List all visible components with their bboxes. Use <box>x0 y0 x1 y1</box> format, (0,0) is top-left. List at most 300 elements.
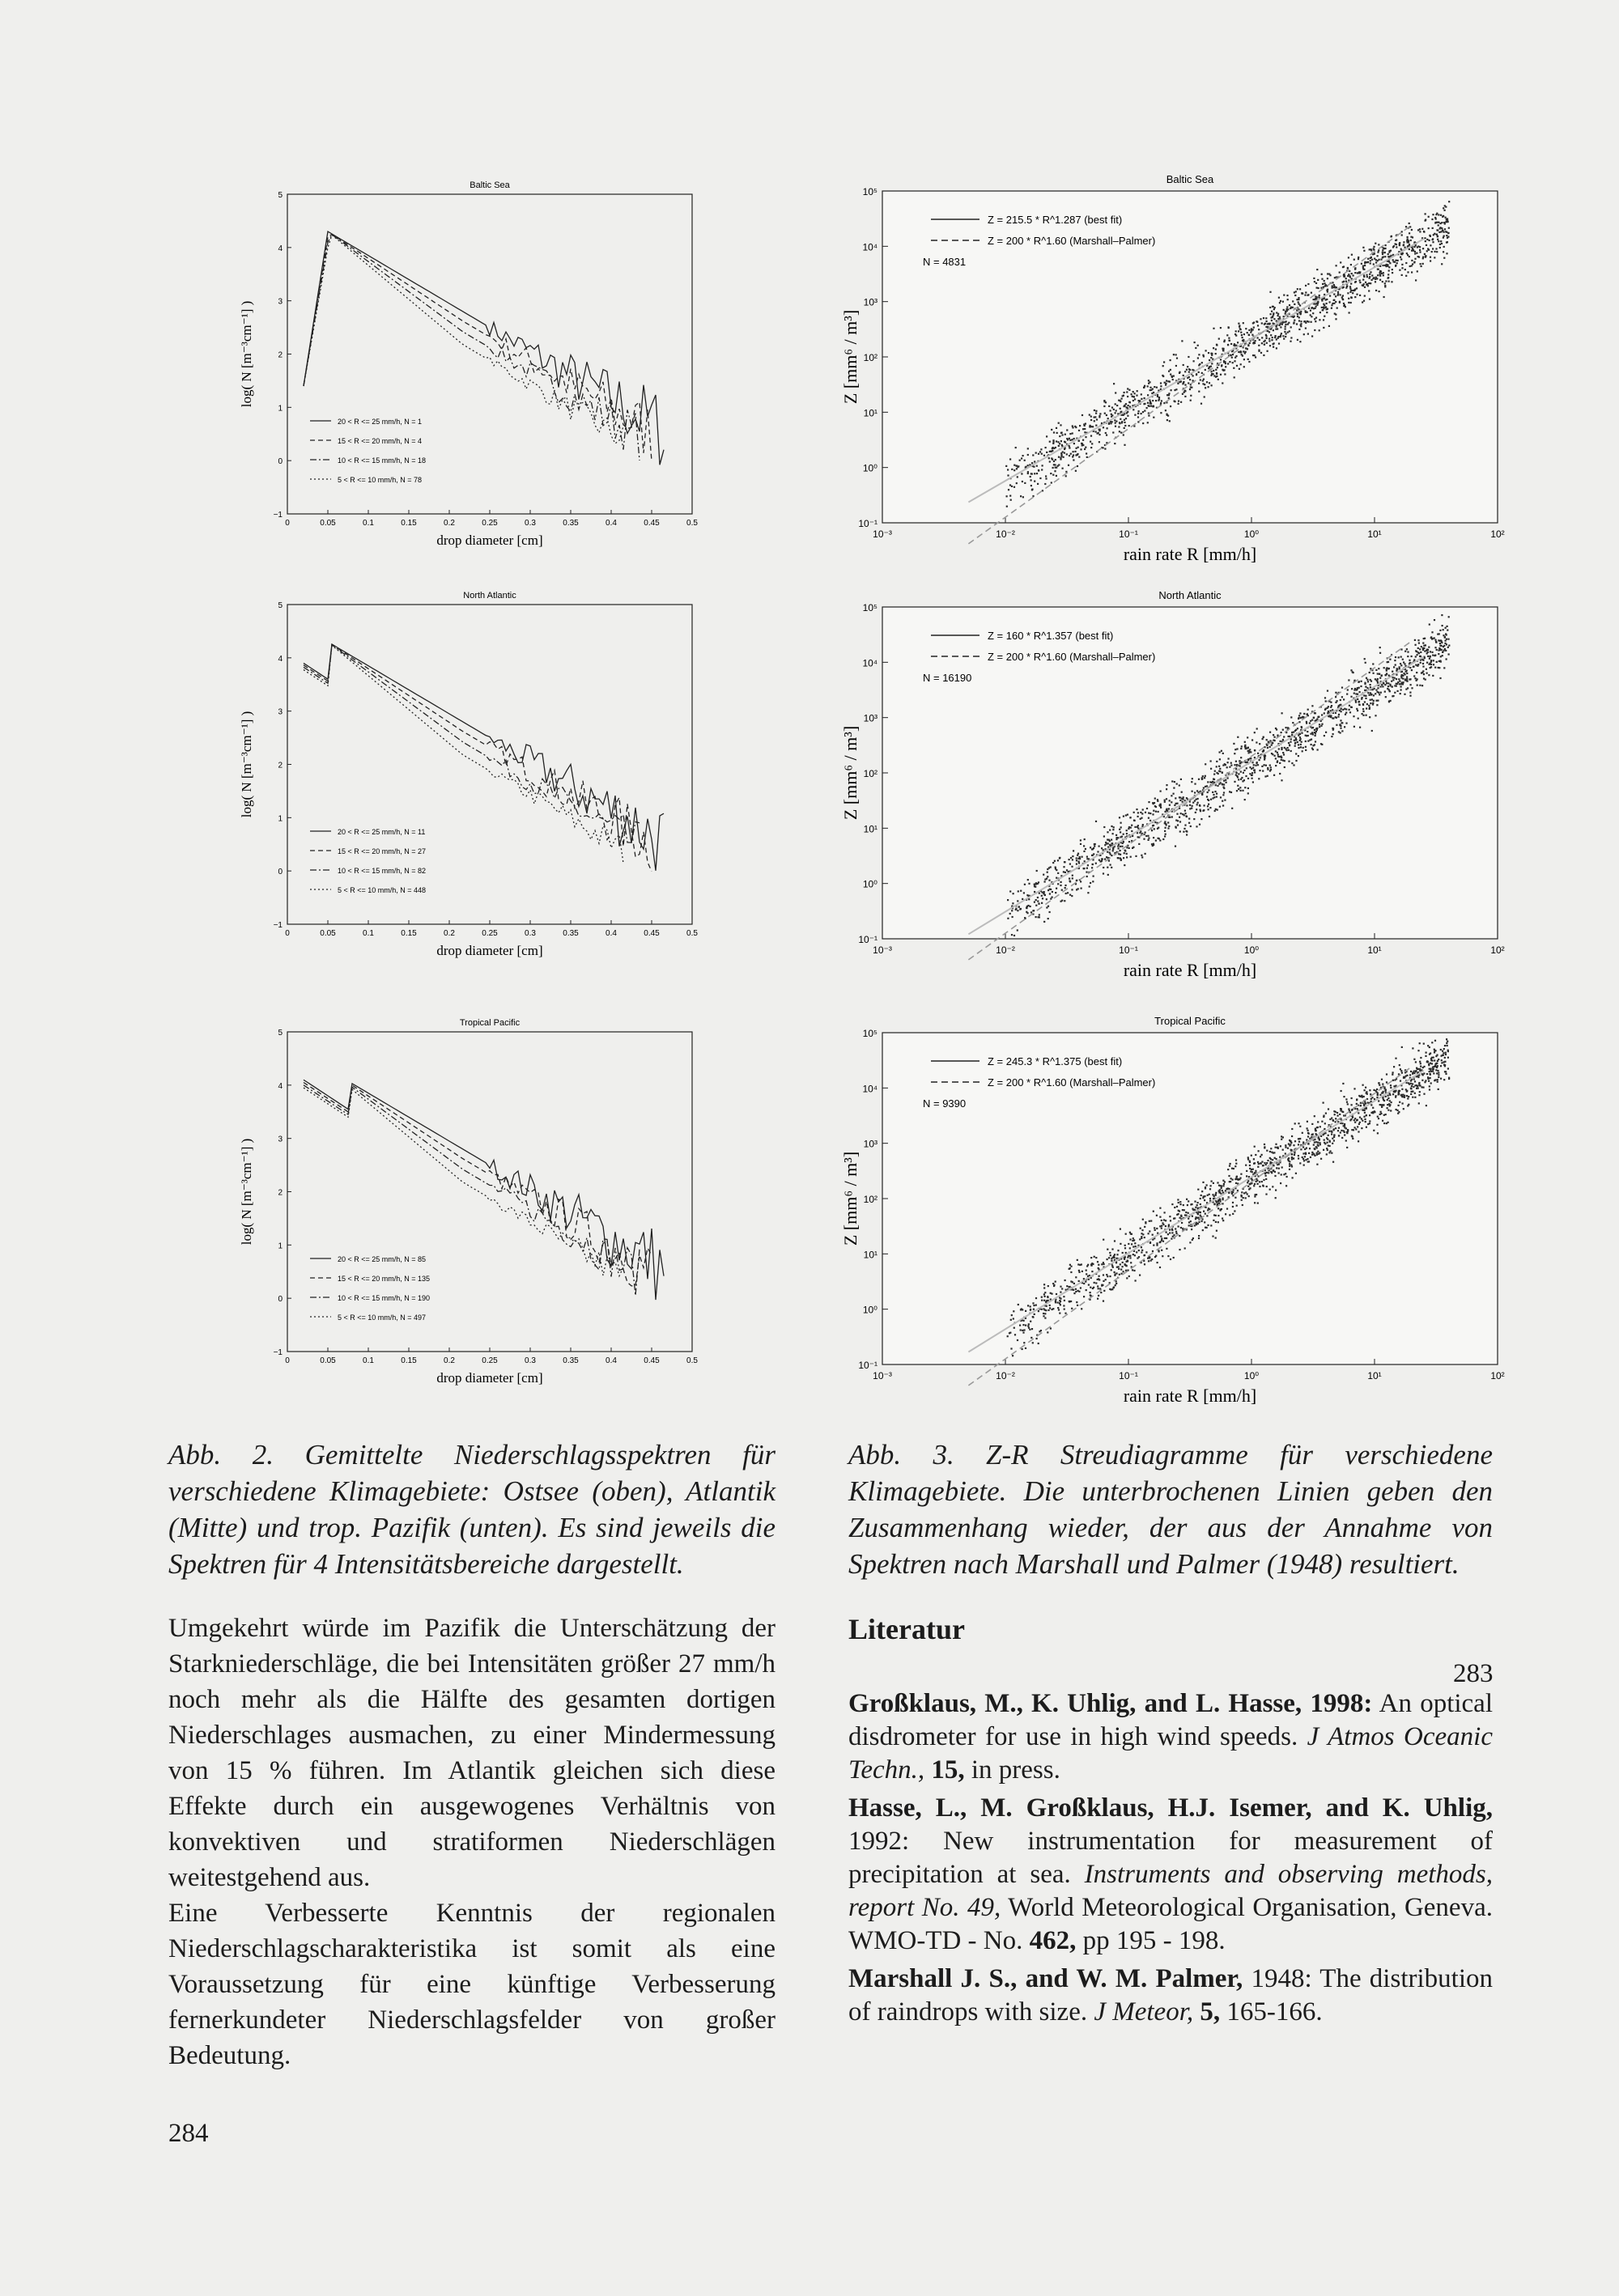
scatter-point <box>1445 627 1447 629</box>
scatter-point <box>1388 1103 1390 1105</box>
scatter-point <box>1083 851 1085 852</box>
scatter-point <box>1230 1181 1231 1182</box>
scatter-point <box>1260 1156 1261 1157</box>
scatter-point <box>1091 867 1093 868</box>
scatter-point <box>1419 648 1421 650</box>
scatter-point <box>1089 885 1090 887</box>
scatter-point <box>1337 291 1339 293</box>
scatter-point <box>1243 333 1245 335</box>
scatter-point <box>1294 740 1295 741</box>
scatter-point <box>1056 427 1057 429</box>
scatter-point <box>1418 1083 1420 1084</box>
scatter-point <box>1219 1199 1221 1200</box>
scatter-point <box>1218 770 1220 772</box>
scatter-point <box>1200 818 1202 820</box>
scatter-point <box>1234 345 1235 346</box>
ref-title: New instrumentation for measurement of precipitation at sea. <box>848 1827 1493 1889</box>
scatter-point <box>1283 753 1285 755</box>
scatter-point <box>1043 1293 1045 1295</box>
scatter-point <box>1298 718 1299 719</box>
scatter-point <box>1373 246 1375 248</box>
scatter-point <box>1243 322 1244 324</box>
scatter-point <box>1295 729 1297 731</box>
scatter-point <box>1367 681 1369 682</box>
chart-title: Baltic Sea <box>470 180 510 190</box>
scatter-point <box>1285 1173 1286 1174</box>
scatter-point <box>1243 366 1245 367</box>
scatter-point <box>1191 1229 1192 1230</box>
scatter-point <box>1240 363 1242 365</box>
scatter-point <box>1366 283 1368 285</box>
scatter-point <box>1369 278 1370 279</box>
scatter-point <box>1019 460 1021 461</box>
scatter-point <box>1215 353 1217 354</box>
scatter-point <box>1257 1161 1259 1163</box>
scatter-point <box>1095 431 1097 432</box>
scatter-point <box>1240 350 1242 352</box>
scatter-point <box>1186 1199 1188 1200</box>
scatter-point <box>1311 719 1313 721</box>
scatter-point <box>1347 292 1349 294</box>
scatter-point <box>1175 365 1177 367</box>
scatter-point <box>1137 390 1138 392</box>
scatter-point <box>1086 872 1087 873</box>
scatter-point <box>1146 407 1148 409</box>
scatter-point <box>1375 690 1377 691</box>
scatter-point <box>1440 639 1442 641</box>
scatter-point <box>1051 482 1052 483</box>
scatter-point <box>1114 1240 1115 1241</box>
scatter-point <box>1377 252 1379 253</box>
scatter-point <box>1387 688 1388 690</box>
scatter-point <box>1437 1070 1438 1072</box>
scatter-point <box>1277 735 1278 736</box>
scatter-point <box>1091 443 1093 444</box>
scatter-point <box>1387 278 1389 279</box>
scatter-point <box>1377 274 1379 276</box>
scatter-point <box>1329 295 1331 297</box>
scatter-point <box>1229 1165 1230 1167</box>
scatter-point <box>1183 796 1184 798</box>
scatter-point <box>1138 1250 1140 1251</box>
scatter-point <box>1141 1246 1142 1248</box>
scatter-point <box>1107 842 1109 844</box>
scatter-point <box>1189 800 1191 802</box>
scatter-point <box>1433 660 1434 661</box>
scatter-point <box>1245 347 1247 349</box>
scatter-point <box>1181 340 1183 342</box>
scatter-point <box>1012 916 1013 918</box>
scatter-point <box>1064 448 1065 450</box>
scatter-point <box>1041 469 1043 470</box>
x-tick-label: 0.35 <box>563 1356 579 1365</box>
scatter-point <box>1055 1301 1056 1303</box>
scatter-point <box>1072 427 1073 428</box>
scatter-point <box>1332 285 1333 286</box>
scatter-point <box>1164 1212 1166 1213</box>
scatter-point <box>1058 422 1060 424</box>
scatter-point <box>1077 1290 1079 1292</box>
scatter-point <box>1345 712 1347 714</box>
scatter-point <box>1017 476 1018 477</box>
scatter-point <box>1337 1130 1339 1131</box>
scatter-point <box>1388 261 1390 262</box>
scatter-point <box>1191 808 1192 809</box>
scatter-point <box>1387 1095 1389 1097</box>
y-tick-label: 10⁰ <box>862 878 877 890</box>
scatter-point <box>1420 1057 1421 1059</box>
scatter-point <box>1313 1144 1315 1146</box>
scatter-point <box>1277 753 1279 755</box>
spectrum-series-line <box>304 644 652 871</box>
scatter-point <box>1370 692 1371 694</box>
scatter-point <box>1409 667 1411 668</box>
scatter-point <box>1084 431 1086 433</box>
scatter-point <box>1322 309 1324 311</box>
scatter-point <box>1386 1073 1387 1075</box>
scatter-point <box>1293 1157 1294 1159</box>
scatter-point <box>1236 764 1238 766</box>
scatter-point <box>1143 403 1145 405</box>
scatter-point <box>1264 757 1265 758</box>
scatter-point <box>1348 257 1349 258</box>
x-axis-label: drop diameter [cm] <box>436 1370 543 1386</box>
scatter-point <box>1275 329 1277 330</box>
scatter-point <box>1264 1146 1265 1148</box>
scatter-point <box>1018 906 1020 907</box>
scatter-point <box>1407 254 1409 256</box>
scatter-point <box>1179 817 1180 818</box>
scatter-point <box>1322 283 1324 285</box>
scatter-point <box>1335 318 1336 320</box>
scatter-point <box>1245 328 1247 329</box>
fig3-caption: Abb. 3. Z-R Streudiagramme für verschiedene Klimagebiete. Die unterbrochenen Linien geben den Zusammenhang wieder, der aus der Annahme von Spektren nach Marshall und Palmer (1948) resultiert. <box>848 1439 1493 1580</box>
scatter-point <box>1268 1172 1269 1173</box>
scatter-point <box>1069 894 1071 896</box>
scatter-point <box>1288 1144 1290 1145</box>
scatter-point <box>1274 1171 1276 1173</box>
scatter-point <box>1143 387 1145 388</box>
scatter-point <box>1411 687 1413 689</box>
scatter-point <box>1112 833 1114 834</box>
scatter-point <box>1027 1305 1029 1306</box>
scatter-point <box>1438 224 1439 226</box>
scatter-point <box>1379 1114 1381 1115</box>
scatter-point <box>1426 1073 1428 1075</box>
scatter-point <box>1261 1161 1263 1163</box>
scatter-point <box>1194 792 1196 793</box>
y-tick-label: 10⁰ <box>862 462 877 474</box>
scatter-point <box>1248 1195 1250 1197</box>
scatter-point <box>1432 248 1434 249</box>
scatter-point <box>1220 1185 1222 1186</box>
scatter-point <box>1183 1204 1184 1206</box>
scatter-point <box>1340 261 1341 263</box>
scatter-point <box>1201 362 1203 363</box>
scatter-point <box>1022 481 1023 482</box>
scatter-point <box>1398 678 1400 680</box>
y-tick-label: 4 <box>278 654 283 664</box>
scatter-point <box>1165 410 1166 411</box>
scatter-point <box>1373 277 1375 278</box>
scatter-point <box>1372 689 1374 690</box>
scatter-point <box>1324 282 1325 284</box>
x-tick-label: 10² <box>1490 1370 1505 1381</box>
scatter-point <box>1182 1228 1183 1229</box>
scatter-point <box>1095 410 1097 412</box>
scatter-point <box>1290 326 1292 328</box>
scatter-point <box>1324 1142 1325 1144</box>
scatter-point <box>1236 365 1238 367</box>
scatter-point <box>1277 313 1279 315</box>
scatter-point <box>1251 329 1252 331</box>
scatter-point <box>1141 1233 1142 1234</box>
scatter-point <box>1230 762 1232 764</box>
scatter-point <box>1231 1168 1233 1169</box>
scatter-point <box>1059 1313 1060 1314</box>
scatter-point <box>1303 333 1305 335</box>
scatter-point <box>1310 314 1311 316</box>
scatter-point <box>1429 1071 1430 1072</box>
scatter-point <box>1124 850 1126 851</box>
x-tick-label: 0.45 <box>644 519 660 528</box>
scatter-point <box>1086 1289 1087 1291</box>
scatter-point <box>1266 320 1268 322</box>
scatter-point <box>1173 354 1175 355</box>
scatter-point <box>1132 1269 1133 1271</box>
y-tick-label: 2 <box>278 350 283 360</box>
scatter-point <box>1183 392 1185 393</box>
scatter-point <box>1261 322 1263 324</box>
scatter-point <box>1386 667 1387 668</box>
scatter-point <box>1404 269 1406 270</box>
scatter-point <box>1044 881 1046 882</box>
ref-rest: pp 195 - 198. <box>1076 1926 1226 1955</box>
scatter-point <box>1007 1335 1009 1337</box>
scatter-point <box>1072 425 1073 427</box>
scatter-point <box>1422 660 1424 661</box>
scatter-point <box>1382 685 1383 687</box>
scatter-point <box>1052 1308 1054 1309</box>
x-tick-label: 10⁻³ <box>873 944 892 956</box>
scatter-point <box>1017 929 1018 931</box>
scatter-point <box>1396 668 1398 669</box>
scatter-point <box>1128 401 1130 403</box>
scatter-point <box>1345 1140 1347 1141</box>
scatter-point <box>1298 755 1299 757</box>
scatter-point <box>1041 1300 1043 1301</box>
scatter-point <box>1366 679 1368 681</box>
scatter-point <box>1344 274 1345 276</box>
scatter-point <box>1365 698 1366 699</box>
scatter-point <box>1137 416 1139 418</box>
scatter-point <box>1362 267 1364 269</box>
scatter-point <box>1213 774 1215 775</box>
scatter-point <box>1145 1251 1147 1253</box>
scatter-point <box>1388 675 1390 677</box>
scatter-point <box>1419 1070 1421 1072</box>
scatter-point <box>1414 253 1416 254</box>
scatter-point <box>1132 1246 1134 1248</box>
scatter-point <box>1230 1178 1232 1179</box>
scatter-point <box>1403 681 1404 683</box>
x-tick-label: 0.25 <box>482 1356 498 1365</box>
scatter-point <box>1222 1198 1224 1199</box>
scatter-point <box>1111 421 1113 422</box>
scatter-point <box>1247 750 1249 752</box>
scatter-point <box>1147 835 1149 837</box>
scatter-point <box>1400 683 1402 685</box>
scatter-point <box>1249 1183 1251 1185</box>
scatter-point <box>1392 695 1393 697</box>
scatter-point <box>1171 1238 1172 1240</box>
scatter-point <box>1432 241 1434 243</box>
scatter-point <box>1346 1132 1348 1134</box>
scatter-point <box>1379 652 1381 654</box>
scatter-point <box>1245 1165 1247 1166</box>
scatter-point <box>1307 333 1309 335</box>
scatter-point <box>1240 329 1242 330</box>
scatter-point <box>1257 325 1259 326</box>
scatter-point <box>1391 236 1392 237</box>
scatter-point <box>1165 1220 1166 1221</box>
scatter-point <box>1044 1318 1046 1319</box>
scatter-point <box>1290 307 1292 308</box>
scatter-point <box>1071 1308 1073 1309</box>
scatter-point <box>1047 1300 1049 1301</box>
scatter-point <box>1222 1185 1224 1186</box>
scatter-point <box>1261 766 1263 767</box>
scatter-point <box>1208 808 1209 810</box>
fig2-chart-baltic <box>210 166 729 562</box>
scatter-point <box>1297 339 1298 341</box>
scatter-point <box>1077 1259 1078 1261</box>
scatter-point <box>1294 320 1295 321</box>
scatter-point <box>1096 418 1098 420</box>
scatter-point <box>1445 650 1447 651</box>
scatter-point <box>1047 868 1048 870</box>
scatter-point <box>1064 434 1066 435</box>
scatter-point <box>1296 299 1298 300</box>
scatter-point <box>1289 304 1290 306</box>
scatter-point <box>1191 1203 1192 1205</box>
scatter-point <box>1155 840 1157 842</box>
scatter-point <box>1389 659 1391 660</box>
scatter-point <box>1408 241 1409 243</box>
scatter-point <box>1213 370 1214 371</box>
scatter-point <box>1400 656 1402 658</box>
scatter-point <box>1190 386 1192 388</box>
scatter-point <box>1371 279 1373 281</box>
scatter-point <box>1254 771 1256 773</box>
scatter-point <box>1141 1250 1143 1251</box>
scatter-point <box>1094 420 1095 422</box>
scatter-point <box>1203 1211 1205 1212</box>
scatter-point <box>1379 291 1380 292</box>
scatter-point <box>1220 359 1222 360</box>
scatter-point <box>1298 747 1299 749</box>
scatter-point <box>1124 1247 1126 1249</box>
scatter-point <box>1294 303 1295 305</box>
scatter-point <box>1126 391 1128 393</box>
scatter-point <box>1340 294 1341 295</box>
scatter-point <box>1188 1221 1190 1223</box>
scatter-point <box>1282 729 1284 731</box>
scatter-point <box>1333 1128 1335 1130</box>
scatter-point <box>1090 1292 1091 1293</box>
scatter-point <box>1081 1271 1083 1272</box>
scatter-point <box>1389 690 1391 692</box>
scatter-point <box>1283 295 1285 296</box>
scatter-point <box>1396 239 1397 240</box>
scatter-point <box>1358 718 1359 719</box>
scatter-point <box>1175 820 1177 821</box>
scatter-point <box>1077 454 1078 456</box>
scatter-point <box>1359 727 1361 728</box>
scatter-point <box>1341 696 1343 698</box>
scatter-point <box>1273 343 1274 345</box>
fig2-panel-pacific <box>210 1004 729 1400</box>
scatter-point <box>1441 1062 1443 1063</box>
scatter-point <box>1431 251 1433 253</box>
scatter-point <box>1195 1207 1196 1208</box>
scatter-point <box>1438 639 1439 641</box>
scatter-point <box>1274 337 1276 338</box>
scatter-point <box>1188 1218 1189 1220</box>
ref-year: 1992: <box>848 1827 910 1856</box>
scatter-point <box>1383 1091 1384 1093</box>
scatter-point <box>1217 1221 1219 1223</box>
y-tick-label: 10⁴ <box>862 1083 877 1095</box>
scatter-point <box>1307 741 1309 742</box>
scatter-point <box>1302 1152 1304 1154</box>
scatter-point <box>1275 1190 1277 1191</box>
scatter-point <box>1240 790 1242 792</box>
scatter-point <box>1305 741 1307 742</box>
scatter-point <box>1429 664 1430 665</box>
scatter-point <box>1270 1148 1272 1149</box>
scatter-point <box>1217 379 1219 380</box>
scatter-point <box>1327 1149 1328 1151</box>
scatter-point <box>1400 664 1402 666</box>
scatter-point <box>1254 1195 1256 1197</box>
scatter-point <box>1124 1264 1126 1266</box>
scatter-point <box>1366 687 1368 689</box>
scatter-point <box>1162 1224 1164 1225</box>
scatter-point <box>1089 414 1090 416</box>
scatter-point <box>1293 1144 1294 1146</box>
scatter-point <box>1199 824 1200 825</box>
scatter-point <box>1329 1118 1331 1120</box>
scatter-point <box>1119 1274 1120 1275</box>
scatter-point <box>1281 333 1282 334</box>
scatter-point <box>1061 1288 1063 1289</box>
scatter-point <box>1010 499 1012 501</box>
scatter-point <box>1329 1145 1331 1147</box>
scatter-point <box>1008 489 1009 490</box>
scatter-point <box>1399 1064 1400 1066</box>
scatter-point <box>1444 1061 1446 1063</box>
scatter-point <box>1037 897 1039 898</box>
scatter-point <box>1060 458 1061 460</box>
scatter-point <box>1305 285 1307 286</box>
scatter-point <box>1315 298 1316 299</box>
scatter-point <box>1373 673 1375 674</box>
scatter-point <box>1075 470 1077 472</box>
scatter-point <box>1118 853 1120 855</box>
scatter-point <box>1432 675 1434 677</box>
scatter-point <box>1254 749 1256 751</box>
